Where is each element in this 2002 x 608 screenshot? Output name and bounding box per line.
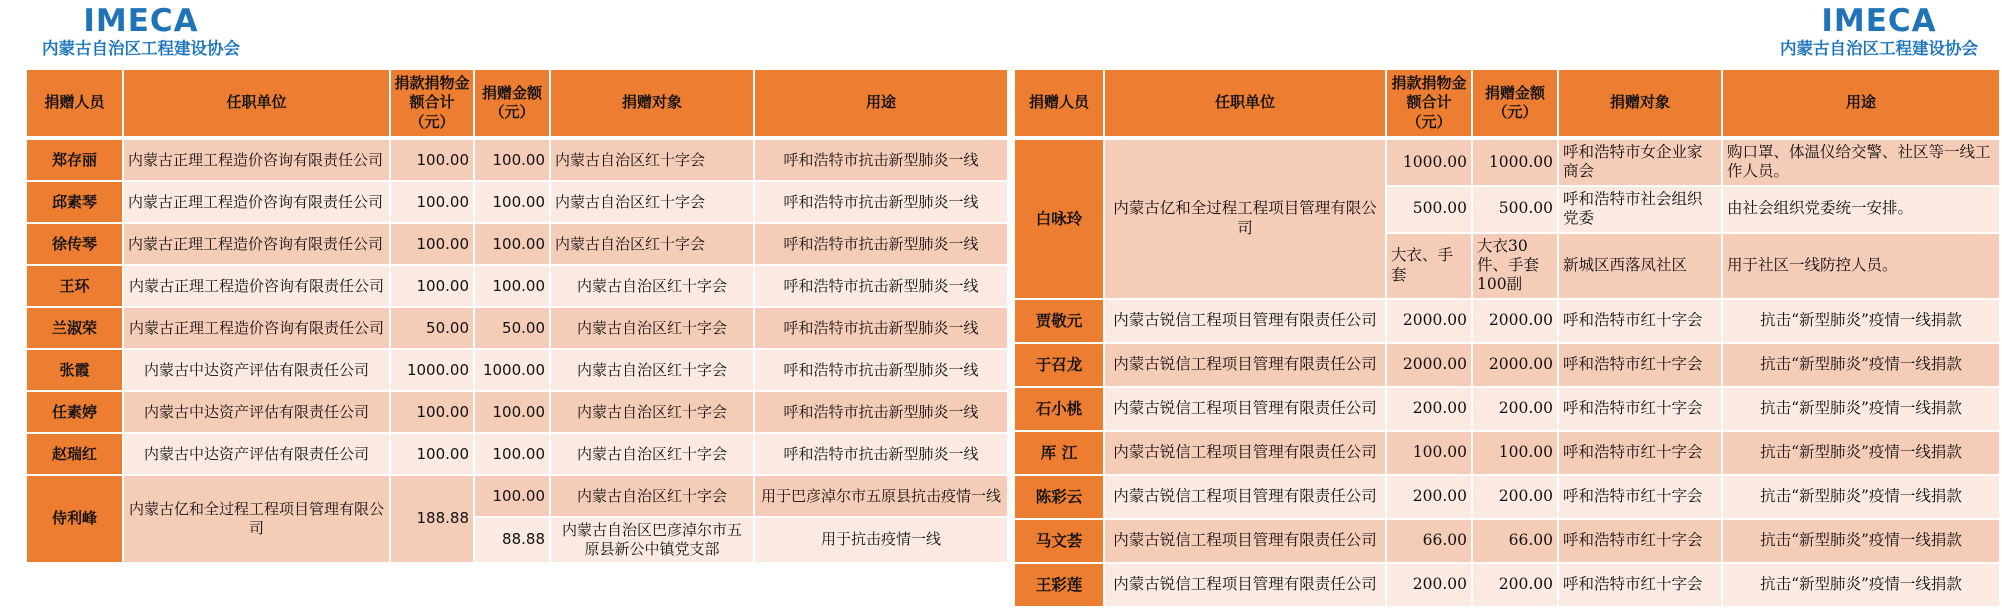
cell: 内蒙古锐信工程项目管理有限责任公司 — [1105, 432, 1385, 474]
column-header: 捐赠对象 — [1559, 70, 1721, 138]
donor-name-cell: 石小桃 — [1015, 388, 1103, 430]
cell: 内蒙古自治区红十字会 — [551, 476, 753, 516]
donor-name-cell: 白咏玲 — [1015, 140, 1103, 298]
table-row — [27, 182, 1007, 222]
cell: 内蒙古自治区红十字会 — [551, 140, 753, 180]
cell: 1000.00 — [391, 350, 473, 390]
table-row — [27, 392, 1007, 432]
cell: 呼和浩特市红十字会 — [1559, 388, 1721, 430]
donor-name-cell: 赵瑞红 — [27, 434, 122, 474]
table-row — [27, 308, 1007, 348]
cell: 1000.00 — [1387, 140, 1471, 185]
column-header: 任职单位 — [1105, 70, 1385, 138]
cell: 呼和浩特市抗击新型肺炎一线 — [755, 182, 1007, 222]
cell: 呼和浩特市红十字会 — [1559, 344, 1721, 386]
cell: 100.00 — [475, 392, 549, 432]
cell: 100.00 — [391, 392, 473, 432]
cell: 500.00 — [1387, 187, 1471, 232]
cell: 100.00 — [1473, 432, 1557, 474]
cell: 呼和浩特市红十字会 — [1559, 520, 1721, 562]
cell: 内蒙古亿和全过程工程项目管理有限公司 — [124, 476, 389, 562]
cell: 内蒙古中达资产评估有限责任公司 — [124, 392, 389, 432]
cell: 200.00 — [1473, 564, 1557, 606]
cell: 内蒙古正理工程造价咨询有限责任公司 — [124, 224, 389, 264]
cell: 抗击“新型肺炎”疫情一线捐款 — [1723, 520, 1999, 562]
cell: 大衣30件、手套100副 — [1473, 234, 1557, 298]
cell: 呼和浩特市红十字会 — [1559, 432, 1721, 474]
cell: 抗击“新型肺炎”疫情一线捐款 — [1723, 344, 1999, 386]
cell: 购口罩、体温仪给交警、社区等一线工作人员。 — [1723, 140, 1999, 185]
cell: 内蒙古中达资产评估有限责任公司 — [124, 434, 389, 474]
cell: 抗击“新型肺炎”疫情一线捐款 — [1723, 564, 1999, 606]
cell: 内蒙古正理工程造价咨询有限责任公司 — [124, 266, 389, 306]
donor-name-cell: 马文荟 — [1015, 520, 1103, 562]
cell: 呼和浩特市抗击新型肺炎一线 — [755, 350, 1007, 390]
table-row — [27, 434, 1007, 474]
table-row — [1015, 564, 1999, 606]
cell: 100.00 — [391, 224, 473, 264]
cell: 内蒙古锐信工程项目管理有限责任公司 — [1105, 344, 1385, 386]
header-row — [1015, 70, 1999, 138]
cell: 内蒙古正理工程造价咨询有限责任公司 — [124, 182, 389, 222]
column-header: 捐款捐物金额合计（元） — [1387, 70, 1471, 138]
left-donation-table — [25, 68, 1009, 564]
cell: 200.00 — [1387, 476, 1471, 518]
cell: 呼和浩特市红十字会 — [1559, 564, 1721, 606]
donor-name-cell: 邱素琴 — [27, 182, 122, 222]
cell: 内蒙古自治区红十字会 — [551, 434, 753, 474]
column-header: 用途 — [755, 70, 1007, 138]
cell: 内蒙古锐信工程项目管理有限责任公司 — [1105, 520, 1385, 562]
donor-name-cell: 张霞 — [27, 350, 122, 390]
cell: 新城区西落凤社区 — [1559, 234, 1721, 298]
cell: 呼和浩特市红十字会 — [1559, 300, 1721, 342]
cell: 2000.00 — [1473, 344, 1557, 386]
cell: 2000.00 — [1387, 300, 1471, 342]
cell: 内蒙古亿和全过程工程项目管理有限公司 — [1105, 140, 1385, 298]
left-donation-panel — [25, 0, 1007, 592]
cell: 1000.00 — [475, 350, 549, 390]
cell: 2000.00 — [1387, 344, 1471, 386]
cell: 50.00 — [475, 308, 549, 348]
cell: 内蒙古自治区红十字会 — [551, 350, 753, 390]
cell: 内蒙古锐信工程项目管理有限责任公司 — [1105, 388, 1385, 430]
table-row — [1015, 432, 1999, 474]
column-header: 捐赠人员 — [27, 70, 122, 138]
cell: 内蒙古自治区红十字会 — [551, 266, 753, 306]
donor-name-cell: 侍利峰 — [27, 476, 122, 562]
header-row — [27, 70, 1007, 138]
cell: 100.00 — [475, 224, 549, 264]
imeca-wordmark: IMECA — [83, 3, 199, 39]
column-header: 捐赠金额（元） — [1473, 70, 1557, 138]
org-name: 内蒙古自治区工程建设协会 — [42, 38, 240, 58]
cell: 100.00 — [391, 140, 473, 180]
table-row — [1015, 300, 1999, 342]
table-row — [27, 350, 1007, 390]
column-header: 用途 — [1723, 70, 1999, 138]
donor-name-cell: 郑存丽 — [27, 140, 122, 180]
cell: 呼和浩特市女企业家商会 — [1559, 140, 1721, 185]
cell: 呼和浩特市红十字会 — [1559, 476, 1721, 518]
donor-name-cell: 兰淑荣 — [27, 308, 122, 348]
cell: 100.00 — [391, 266, 473, 306]
table-row — [1015, 140, 1999, 185]
cell: 500.00 — [1473, 187, 1557, 232]
cell: 100.00 — [1387, 432, 1471, 474]
cell: 由社会组织党委统一安排。 — [1723, 187, 1999, 232]
cell: 100.00 — [475, 140, 549, 180]
donor-name-cell: 王环 — [27, 266, 122, 306]
table-row — [27, 140, 1007, 180]
column-header: 任职单位 — [124, 70, 389, 138]
donor-name-cell: 贾敬元 — [1015, 300, 1103, 342]
cell: 内蒙古中达资产评估有限责任公司 — [124, 350, 389, 390]
cell: 1000.00 — [1473, 140, 1557, 185]
cell: 用于社区一线防控人员。 — [1723, 234, 1999, 298]
cell: 内蒙古自治区红十字会 — [551, 224, 753, 264]
donor-name-cell: 任素婷 — [27, 392, 122, 432]
cell: 内蒙古自治区红十字会 — [551, 308, 753, 348]
cell: 抗击“新型肺炎”疫情一线捐款 — [1723, 300, 1999, 342]
donor-name-cell: 徐传琴 — [27, 224, 122, 264]
cell: 200.00 — [1473, 388, 1557, 430]
cell: 抗击“新型肺炎”疫情一线捐款 — [1723, 388, 1999, 430]
cell: 内蒙古自治区红十字会 — [551, 182, 753, 222]
cell: 内蒙古锐信工程项目管理有限责任公司 — [1105, 300, 1385, 342]
cell: 2000.00 — [1473, 300, 1557, 342]
cell: 呼和浩特市抗击新型肺炎一线 — [755, 224, 1007, 264]
right-donation-table — [1013, 68, 2001, 608]
cell: 188.88 — [391, 476, 473, 562]
column-header: 捐赠人员 — [1015, 70, 1103, 138]
cell: 抗击“新型肺炎”疫情一线捐款 — [1723, 432, 1999, 474]
cell: 50.00 — [391, 308, 473, 348]
imeca-logo-left — [25, 4, 257, 59]
cell: 200.00 — [1473, 476, 1557, 518]
column-header: 捐赠对象 — [551, 70, 753, 138]
cell: 内蒙古自治区红十字会 — [551, 392, 753, 432]
right-donation-panel — [1013, 0, 1995, 592]
table-row — [1015, 344, 1999, 386]
cell: 内蒙古自治区巴彦淖尔市五原县新公中镇党支部 — [551, 518, 753, 562]
cell: 100.00 — [475, 476, 549, 516]
cell: 大衣、手套 — [1387, 234, 1471, 298]
cell: 内蒙古锐信工程项目管理有限责任公司 — [1105, 564, 1385, 606]
cell: 100.00 — [475, 434, 549, 474]
column-header: 捐赠金额（元） — [475, 70, 549, 138]
cell: 呼和浩特市抗击新型肺炎一线 — [755, 266, 1007, 306]
cell: 100.00 — [475, 182, 549, 222]
imeca-logo-right — [1763, 4, 1995, 59]
table-row — [27, 224, 1007, 264]
cell: 100.00 — [391, 182, 473, 222]
cell: 200.00 — [1387, 564, 1471, 606]
cell: 66.00 — [1387, 520, 1471, 562]
table-row — [1015, 388, 1999, 430]
cell: 用于巴彦淖尔市五原县抗击疫情一线 — [755, 476, 1007, 516]
donor-name-cell: 陈彩云 — [1015, 476, 1103, 518]
cell: 内蒙古正理工程造价咨询有限责任公司 — [124, 308, 389, 348]
cell: 内蒙古正理工程造价咨询有限责任公司 — [124, 140, 389, 180]
donor-name-cell: 于召龙 — [1015, 344, 1103, 386]
column-header: 捐款捐物金额合计（元） — [391, 70, 473, 138]
donor-name-cell: 王彩莲 — [1015, 564, 1103, 606]
imeca-wordmark: IMECA — [1821, 3, 1937, 39]
cell: 88.88 — [475, 518, 549, 562]
cell: 内蒙古锐信工程项目管理有限责任公司 — [1105, 476, 1385, 518]
cell: 100.00 — [475, 266, 549, 306]
table-row — [1015, 476, 1999, 518]
cell: 抗击“新型肺炎”疫情一线捐款 — [1723, 476, 1999, 518]
org-name: 内蒙古自治区工程建设协会 — [1780, 38, 1978, 58]
cell: 呼和浩特市社会组织党委 — [1559, 187, 1721, 232]
table-row — [27, 476, 1007, 516]
cell: 用于抗击疫情一线 — [755, 518, 1007, 562]
table-row — [27, 266, 1007, 306]
cell: 呼和浩特市抗击新型肺炎一线 — [755, 434, 1007, 474]
cell: 200.00 — [1387, 388, 1471, 430]
cell: 呼和浩特市抗击新型肺炎一线 — [755, 392, 1007, 432]
cell: 66.00 — [1473, 520, 1557, 562]
table-row — [1015, 520, 1999, 562]
cell: 100.00 — [391, 434, 473, 474]
donor-name-cell: 厍 江 — [1015, 432, 1103, 474]
cell: 呼和浩特市抗击新型肺炎一线 — [755, 140, 1007, 180]
cell: 呼和浩特市抗击新型肺炎一线 — [755, 308, 1007, 348]
